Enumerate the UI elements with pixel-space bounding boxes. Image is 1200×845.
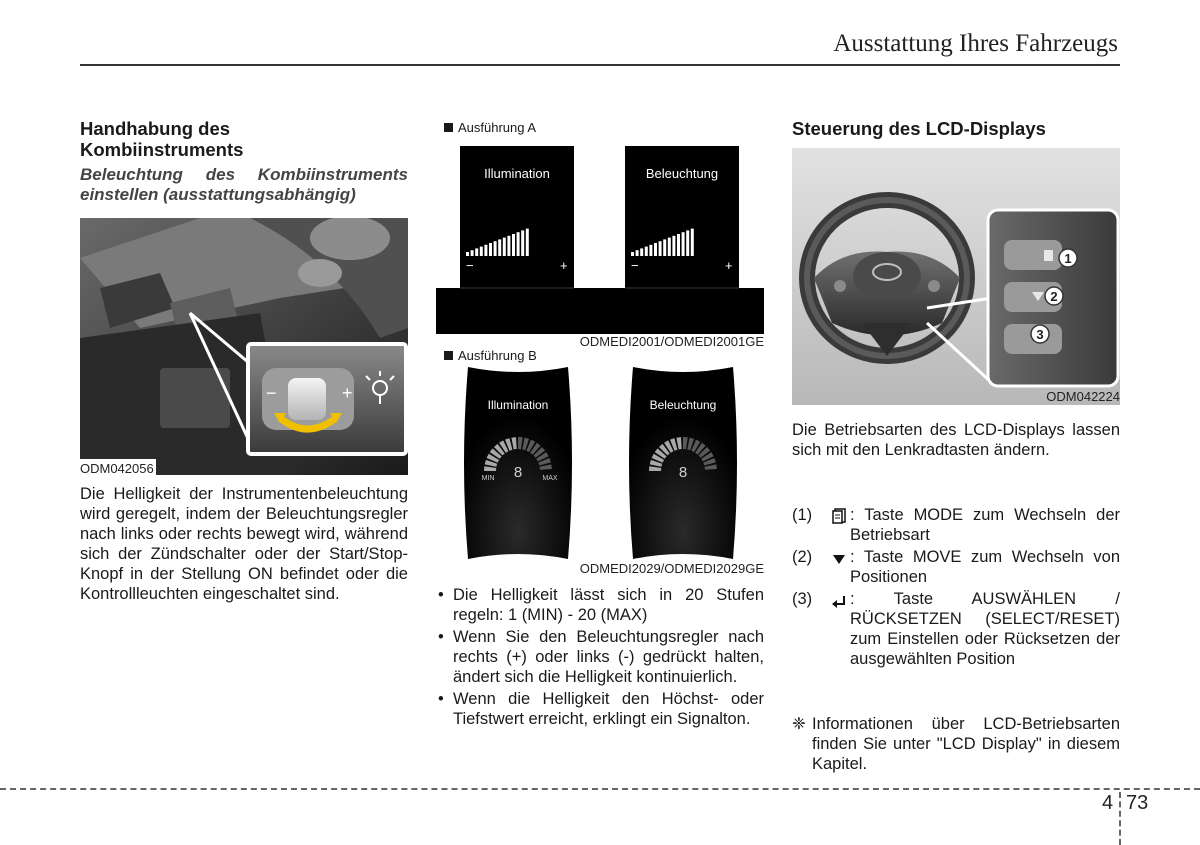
figure-caption-right: ODM042224 bbox=[1046, 389, 1120, 404]
move-down-icon bbox=[828, 547, 850, 587]
footer-dashed-rule bbox=[0, 788, 1200, 790]
screen-a-2-title: Beleuchtung bbox=[645, 166, 719, 181]
brightness-bullet-list bbox=[436, 585, 764, 731]
screen-b-1-min: MIN bbox=[481, 475, 495, 482]
square-bullet-icon bbox=[444, 351, 453, 360]
steering-wheel-illustration bbox=[792, 148, 1120, 405]
variant-a-label bbox=[444, 120, 536, 135]
brightness-bar bbox=[668, 238, 671, 256]
mode-icon bbox=[828, 505, 850, 545]
screen-a-2-minus: − bbox=[631, 258, 639, 273]
chapter-number: 4 bbox=[1102, 792, 1114, 814]
brightness-bar bbox=[521, 230, 524, 256]
legend-row-mode bbox=[792, 505, 1120, 545]
right-column bbox=[792, 118, 1120, 139]
brightness-bar bbox=[645, 247, 648, 256]
brightness-bar bbox=[672, 236, 675, 256]
screen-a-1-minus: − bbox=[466, 258, 474, 273]
brightness-bar bbox=[503, 238, 506, 256]
variant-a-label-text: Ausführung A bbox=[458, 120, 537, 135]
screen-a-1-title: Illumination bbox=[484, 166, 550, 181]
variant-a-screens bbox=[436, 138, 764, 334]
legend-text: : Taste AUSWÄHLEN / RÜCKSETZEN (SELECT/RESET) zum Einstellen oder Rücksetzen der ausgewählten Position bbox=[850, 590, 1120, 668]
variant-a-caption: ODMEDI2001/ODMEDI2001GE bbox=[579, 334, 764, 349]
brightness-bar bbox=[649, 245, 652, 256]
note-text: Informationen über LCD-Betriebsarten finden Sie unter "LCD Display" in diesem Kapitel. bbox=[812, 715, 1120, 773]
callout-1-label: 1 bbox=[1064, 251, 1072, 266]
callout-3 bbox=[1031, 325, 1049, 343]
dashboard-photo bbox=[80, 218, 408, 475]
brightness-bar bbox=[640, 248, 643, 256]
brightness-bar bbox=[471, 250, 474, 256]
screen-b-1-max: MAX bbox=[542, 475, 558, 482]
header-rule bbox=[80, 64, 1120, 66]
screen-b-2-value: 8 bbox=[678, 464, 688, 481]
brightness-bar bbox=[663, 239, 666, 256]
page-number: 73 bbox=[1126, 792, 1149, 814]
running-header-title: Ausstattung Ihres Fahrzeugs bbox=[833, 30, 1118, 57]
brightness-bar bbox=[517, 232, 520, 256]
variant-b-label-text: Ausführung B bbox=[458, 348, 537, 363]
lcd-mode-note bbox=[792, 714, 1120, 774]
footer-page-divider bbox=[1119, 792, 1121, 845]
section-heading-instrument: Handhabung des Kombiinstruments bbox=[80, 118, 244, 160]
brightness-bar bbox=[682, 232, 685, 256]
screen-a-1 bbox=[460, 146, 574, 326]
variant-b-caption: ODMEDI2029/ODMEDI2029GE bbox=[579, 561, 764, 576]
screen-b-1-title: Illumination bbox=[487, 398, 549, 412]
brightness-bar bbox=[484, 245, 487, 256]
variant-b-label bbox=[444, 348, 537, 363]
brightness-bar bbox=[475, 248, 478, 256]
brightness-bar bbox=[677, 234, 680, 256]
dashboard-illustration bbox=[80, 218, 408, 475]
screen-b-2 bbox=[629, 367, 737, 559]
legend-row-select bbox=[792, 589, 1120, 669]
legend-num: (1) bbox=[792, 506, 813, 524]
screen-a-1-plus: + bbox=[560, 258, 568, 273]
screen-b-2-title: Beleuchtung bbox=[649, 398, 717, 412]
legend-num: (3) bbox=[792, 590, 813, 608]
brightness-bar bbox=[480, 247, 483, 256]
callout-2 bbox=[1045, 287, 1063, 305]
bullet-item: • Die Helligkeit lässt sich in 20 Stufen regeln: 1 (MIN) - 20 (MAX) bbox=[436, 585, 764, 625]
screen-b-1-value: 8 bbox=[513, 464, 523, 481]
left-paragraph: Die Helligkeit der Instrumentenbeleuchtung wird geregelt, indem der Beleuchtungsregler nach links oder rechts bewegt wird, während sich der Zündschalter oder der Start/Stop-Knopf in der Stellung ON befindet oder die Kontrollleuchten eingeschaltet sind. bbox=[80, 485, 408, 603]
brightness-bar bbox=[507, 236, 510, 256]
brightness-bar bbox=[636, 250, 639, 256]
brightness-bar bbox=[498, 239, 501, 256]
subheading-line-2: einstellen (ausstattungsabhängig) bbox=[80, 185, 356, 204]
legend-num: (2) bbox=[792, 548, 813, 566]
subheading-illumination bbox=[80, 165, 408, 205]
callout-3-label: 3 bbox=[1036, 327, 1044, 342]
callout-2-label: 2 bbox=[1050, 289, 1058, 304]
brightness-bar bbox=[659, 241, 662, 256]
variant-b-screens bbox=[436, 365, 764, 561]
note-mark: ❈ bbox=[792, 715, 806, 733]
callout-1 bbox=[1059, 249, 1077, 267]
figure-caption-left: ODM042056 bbox=[80, 461, 154, 476]
left-column bbox=[80, 118, 408, 205]
knob-plus-label: + bbox=[342, 383, 353, 403]
steering-wheel-photo bbox=[792, 148, 1120, 405]
right-paragraph: Die Betriebsarten des LCD-Displays lassen sich mit den Lenkradtasten ändern. bbox=[792, 421, 1120, 459]
screen-a-2-plus: + bbox=[725, 258, 733, 273]
brightness-bar bbox=[512, 234, 515, 256]
screen-b-1 bbox=[464, 367, 572, 559]
screen-a-2 bbox=[625, 146, 739, 326]
bullet-item: • Wenn Sie den Beleuchtungsregler nach rechts (+) oder links (-) gedrückt halten, ändert sich die Helligkeit kontinuierlich. bbox=[436, 627, 764, 687]
brightness-bar bbox=[489, 243, 492, 256]
brightness-bar bbox=[494, 241, 497, 256]
section-heading-lcd: Steuerung des LCD-Displays bbox=[792, 118, 1046, 139]
bullet-item: • Wenn die Helligkeit den Höchst- oder Tiefstwert erreicht, erklingt ein Signalton. bbox=[436, 689, 764, 729]
legend-text: : Taste MOVE zum Wechseln von Positionen bbox=[850, 548, 1120, 586]
knob-minus-label: − bbox=[266, 383, 277, 403]
brightness-bar bbox=[631, 252, 634, 256]
subheading-line-1: Beleuchtung des Kombiinstruments bbox=[80, 165, 408, 184]
legend-row-move bbox=[792, 547, 1120, 587]
brightness-bar bbox=[466, 252, 469, 256]
legend-text: : Taste MODE zum Wechseln der Betriebsart bbox=[850, 506, 1120, 544]
brightness-bar bbox=[686, 230, 689, 256]
variant-a-panel bbox=[436, 138, 764, 334]
mode-icon bbox=[1044, 250, 1053, 261]
brightness-bar bbox=[654, 243, 657, 256]
button-legend bbox=[792, 505, 1120, 671]
brightness-bar bbox=[526, 229, 529, 256]
select-return-icon bbox=[828, 589, 850, 669]
brightness-bar bbox=[691, 229, 694, 256]
variant-b-panel bbox=[436, 365, 764, 561]
square-bullet-icon bbox=[444, 123, 453, 132]
